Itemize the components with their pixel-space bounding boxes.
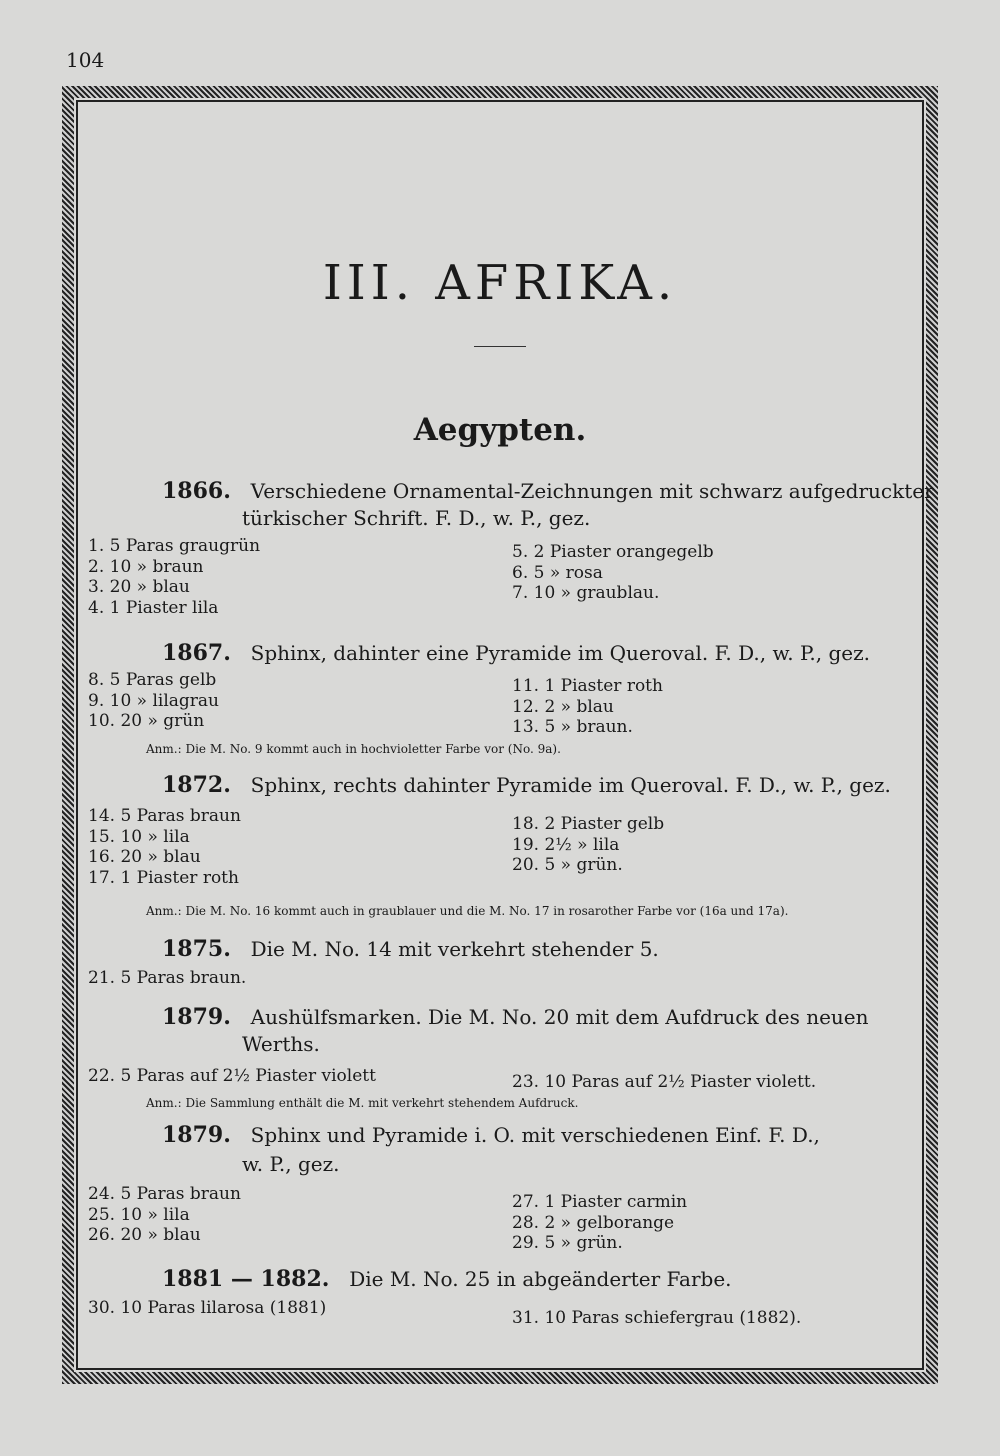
section-1872-heading bbox=[162, 772, 891, 798]
year: 1867. bbox=[162, 640, 231, 666]
list-item: 26. 20 » blau bbox=[88, 1225, 201, 1245]
list-item: 13. 5 » braun. bbox=[512, 717, 633, 737]
stamp-list-left bbox=[88, 670, 219, 732]
list-item: 14. 5 Paras braun bbox=[88, 806, 241, 826]
description: Sphinx und Pyramide i. O. mit verschiedenen Einf. F. D., bbox=[250, 1123, 820, 1147]
list-item: 10. 20 » grün bbox=[88, 711, 205, 731]
description-cont: türkischer Schrift. F. D., w. P., gez. bbox=[242, 506, 591, 530]
stamp-list-right bbox=[512, 542, 714, 604]
country-title: Aegypten. bbox=[413, 412, 587, 448]
stamp-list-left bbox=[88, 968, 246, 989]
list-item: 20. 5 » grün. bbox=[512, 855, 623, 875]
annotation: Anm.: Die M. No. 9 kommt auch in hochvioletter Farbe vor (No. 9a). bbox=[146, 742, 561, 756]
year: 1879. bbox=[162, 1004, 231, 1030]
stamp-list-left bbox=[88, 1066, 376, 1087]
stamp-list-left bbox=[88, 1298, 326, 1319]
list-item: 27. 1 Piaster carmin bbox=[512, 1192, 688, 1212]
list-item: 28. 2 » gelborange bbox=[512, 1212, 675, 1233]
description: Verschiedene Ornamental-Zeichnungen mit schwarz aufgedruckter bbox=[250, 479, 934, 503]
list-item: 1. 5 Paras graugrün bbox=[88, 536, 261, 556]
list-item: 7. 10 » graublau. bbox=[512, 583, 660, 603]
list-item: 15. 10 » lila bbox=[88, 826, 190, 847]
stamp-list-right bbox=[512, 1192, 687, 1254]
year: 1881 — 1882. bbox=[162, 1266, 330, 1292]
section-1879a-heading bbox=[162, 1004, 869, 1030]
list-item: 18. 2 Piaster gelb bbox=[512, 814, 665, 834]
stamp-list-right bbox=[512, 676, 663, 738]
year: 1875. bbox=[162, 936, 231, 962]
list-item: 16. 20 » blau bbox=[88, 847, 201, 867]
stamp-list-left bbox=[88, 1184, 241, 1246]
description: Aushülfsmarken. Die M. No. 20 mit dem Aufdruck des neuen bbox=[250, 1005, 869, 1029]
list-item: 29. 5 » grün. bbox=[512, 1233, 623, 1253]
page-content bbox=[76, 100, 934, 1370]
description-cont: Werths. bbox=[242, 1032, 320, 1056]
section-1881-heading bbox=[162, 1266, 732, 1292]
section-title: III. AFRIKA. bbox=[322, 255, 678, 311]
description-cont: w. P., gez. bbox=[242, 1152, 340, 1176]
description: Die M. No. 14 mit verkehrt stehender 5. bbox=[250, 937, 659, 961]
list-item: 3. 20 » blau bbox=[88, 577, 190, 597]
list-item: 5. 2 Piaster orangegelb bbox=[512, 542, 714, 562]
page-number: 104 bbox=[66, 48, 105, 72]
annotation: Anm.: Die Sammlung enthält die M. mit verkehrt stehendem Aufdruck. bbox=[146, 1096, 579, 1110]
year: 1879. bbox=[162, 1122, 231, 1148]
year: 1866. bbox=[162, 478, 231, 504]
section-1875-heading bbox=[162, 936, 659, 962]
stamp-list-left bbox=[88, 536, 260, 618]
description: Die M. No. 25 in abgeänderter Farbe. bbox=[349, 1267, 732, 1291]
stamp-list-right bbox=[512, 1308, 801, 1329]
list-item: 9. 10 » lilagrau bbox=[88, 690, 220, 711]
section-1866-heading bbox=[162, 478, 934, 504]
section-1879b-heading bbox=[162, 1122, 820, 1148]
annotation: Anm.: Die M. No. 16 kommt auch in graublauer und die M. No. 17 in rosarother Farbe vor (16a und 17a). bbox=[146, 904, 789, 918]
description: Sphinx, dahinter eine Pyramide im Queroval. F. D., w. P., gez. bbox=[250, 641, 870, 665]
stamp-list-right bbox=[512, 814, 664, 876]
list-item: 21. 5 Paras braun. bbox=[88, 968, 247, 988]
list-item: 23. 10 Paras auf 2½ Piaster violett. bbox=[512, 1072, 817, 1092]
list-item: 4. 1 Piaster lila bbox=[88, 597, 219, 618]
list-item: 6. 5 » rosa bbox=[512, 562, 603, 583]
list-item: 17. 1 Piaster roth bbox=[88, 867, 239, 888]
stamp-list-right bbox=[512, 1072, 816, 1093]
list-item: 12. 2 » blau bbox=[512, 696, 614, 717]
list-item: 31. 10 Paras schiefergrau (1882). bbox=[512, 1308, 802, 1328]
section-1867-heading bbox=[162, 640, 870, 666]
description: Sphinx, rechts dahinter Pyramide im Queroval. F. D., w. P., gez. bbox=[250, 773, 891, 797]
title-rule bbox=[474, 346, 526, 347]
list-item: 22. 5 Paras auf 2½ Piaster violett bbox=[88, 1066, 376, 1086]
list-item: 30. 10 Paras lilarosa (1881) bbox=[88, 1298, 327, 1318]
list-item: 24. 5 Paras braun bbox=[88, 1184, 241, 1204]
stamp-list-left bbox=[88, 806, 241, 888]
list-item: 11. 1 Piaster roth bbox=[512, 676, 663, 696]
year: 1872. bbox=[162, 772, 231, 798]
list-item: 19. 2½ » lila bbox=[512, 834, 620, 855]
list-item: 2. 10 » braun bbox=[88, 556, 204, 577]
list-item: 8. 5 Paras gelb bbox=[88, 670, 217, 690]
list-item: 25. 10 » lila bbox=[88, 1204, 190, 1225]
